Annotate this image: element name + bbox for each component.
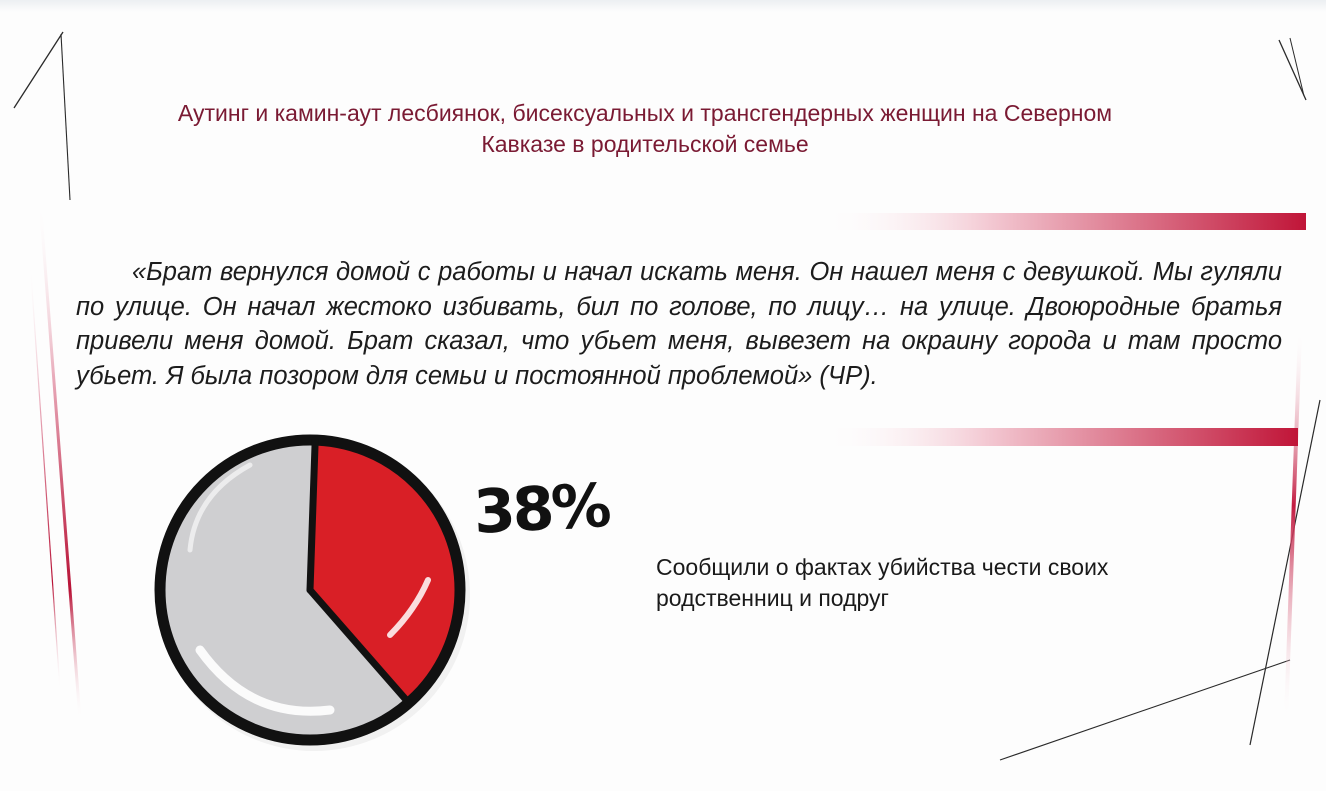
pie-value-label: 38% xyxy=(472,470,611,548)
page-title: Аутинг и камин-аут лесбиянок, бисексуальных и трансгендерных женщин на Северном Кавказе в родительской семье xyxy=(177,100,1113,157)
testimony-quote: «Брат вернулся домой с работы и начал искать меня. Он нашел меня с девушкой. Мы гуляли по улице. Он начал жестоко избивать, бил по голове, по лицу… на улице. Двоюродные братья привели меня домой. Брат сказал, что убьет меня, вывезет на окраину города и там просто убьет. Я была позором для семьи и постоянной проблемой» (ЧР). xyxy=(76,258,1282,390)
stat-caption: Сообщили о фактах убийства чести своих родственниц и подруг xyxy=(656,554,1109,611)
